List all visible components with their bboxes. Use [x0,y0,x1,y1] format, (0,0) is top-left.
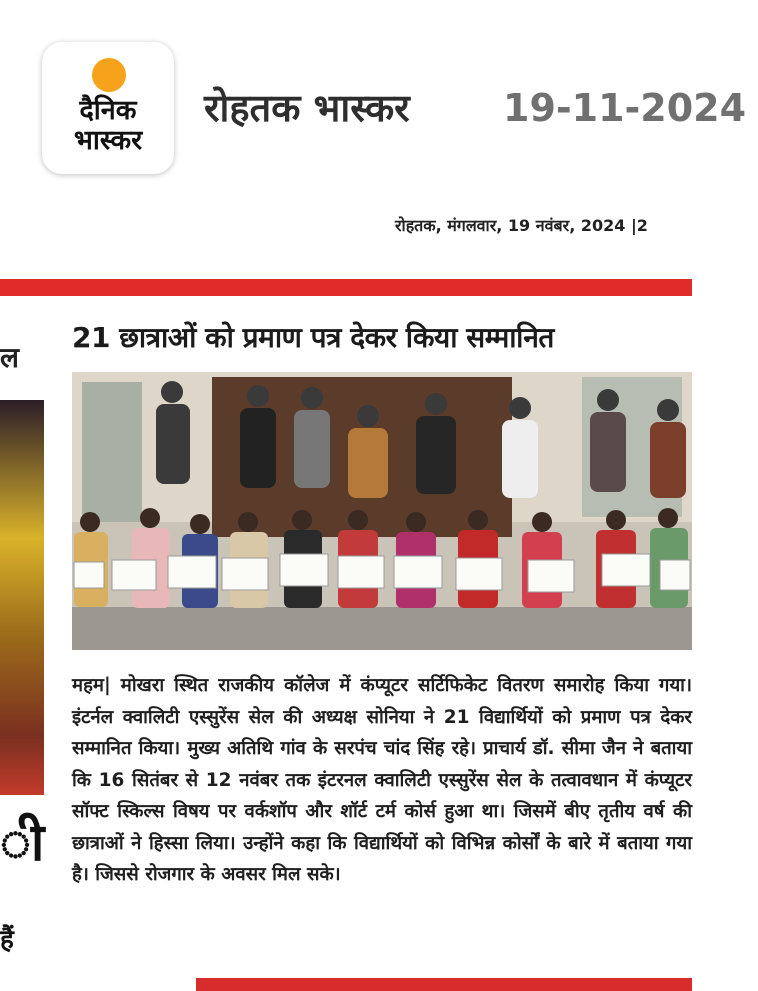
logo-text-line1: दैनिक [79,95,137,126]
group-photo-illustration [72,372,692,650]
adjacent-column-fragment [0,300,48,991]
sun-logo-icon [92,58,126,92]
dainik-bhaskar-logo [42,42,174,174]
adjacent-photo-fragment [0,400,44,795]
adjacent-text-fragment-bottom: हैं [0,925,14,955]
article-body [72,670,692,891]
article-headline: 21 छात्राओं को प्रमाण पत्र देकर किया सम्मानित [72,321,554,354]
edition-date: 19-11-2024 [503,86,747,130]
adjacent-text-fragment-top: ल [0,341,19,374]
article-body-text: मोखरा स्थित राजकीय कॉलेज में कंप्यूटर सर्टिफिकेट वितरण समारोह किया गया। इंटर्नल क्वालिटी एस्सुरेंस सेल की अध्यक्ष सोनिया ने 21 विद्यार्थियों को प्रमाण पत्र देकर सम्मानित किया। मुख्य अतिथि गांव के सरपंच चांद सिंह रहे। प्राचार्य डॉ. सीमा जैन ने बताया कि 16 सितंबर से 12 नवंबर तक इंटरनल क्वालिटी एस्सुरेंस सेल के तत्वावधान में कंप्यूटर सॉफ्ट स्किल्स विषय पर वर्कशॉप और शॉर्ट टर्म कोर्स हुआ था। जिसमें बीए तृतीय वर्ष की छात्राओं ने हिस्सा लिया। उन्होंने कहा कि विद्यार्थियों को विभिन्न कोर्सों के बारे में बताया गया है। जिससे रोजगार के अवसर मिल सके। [72,675,692,885]
article-dateline-place: महम| [72,675,111,696]
edition-title: रोहतक भास्कर [204,86,410,130]
page-dateline: रोहतक, मंगलवार, 19 नवंबर, 2024 |2 [395,216,648,235]
article-group-photo [72,372,692,650]
next-article-red-bar [196,978,692,991]
section-red-bar [0,279,692,296]
logo-text-line2: भास्कर [73,125,143,156]
adjacent-text-fragment-middle: ी [0,813,45,873]
